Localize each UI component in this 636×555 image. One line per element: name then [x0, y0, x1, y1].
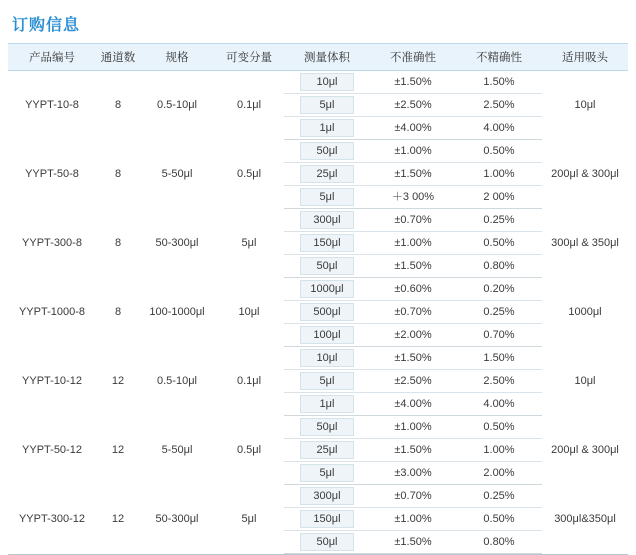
- cell-inaccuracy: [370, 370, 456, 393]
- volume-value: 150μl: [300, 510, 354, 528]
- inaccuracy-value: ±0.60%: [394, 283, 432, 295]
- column-header-increment: 可变分量: [214, 44, 284, 71]
- inaccuracy-value: ±1.00%: [394, 513, 432, 525]
- cell-product-code: YYPT-1000-8: [18, 306, 86, 318]
- cell-range: 100-1000μl: [149, 306, 205, 318]
- cell-imprecision: [456, 255, 542, 278]
- cell-inaccuracy: [370, 209, 456, 232]
- volume-value: 300μl: [300, 487, 354, 505]
- cell-tip: 300μl & 350μl: [551, 237, 619, 249]
- cell-inaccuracy: [370, 278, 456, 301]
- cell-tip: 10μl: [574, 99, 596, 112]
- cell-inaccuracy: [370, 301, 456, 324]
- cell-volume: [284, 508, 370, 531]
- cell-imprecision: [456, 508, 542, 531]
- cell-imprecision: [456, 186, 542, 209]
- header-row: [8, 44, 628, 71]
- imprecision-value: 4.00%: [483, 122, 515, 134]
- table-row: [8, 485, 628, 508]
- imprecision-value: 0.20%: [483, 283, 515, 295]
- cell-range: 50-300μl: [155, 237, 199, 249]
- cell-imprecision: [456, 209, 542, 232]
- inaccuracy-value: ±1.50%: [394, 76, 432, 88]
- cell-imprecision: [456, 439, 542, 462]
- imprecision-value: 2.50%: [483, 375, 515, 387]
- inaccuracy-value: ±1.50%: [394, 536, 432, 548]
- cell-increment: 5μl: [241, 513, 257, 525]
- volume-value: 100μl: [300, 326, 354, 344]
- cell-channels: 12: [111, 513, 125, 525]
- inaccuracy-value: ±3.00%: [394, 467, 432, 479]
- inaccuracy-value: ±0.70%: [394, 490, 432, 502]
- imprecision-value: 0.70%: [483, 329, 515, 341]
- volume-value: 5μl: [300, 188, 354, 206]
- cell-volume: [284, 531, 370, 554]
- cell-volume: [284, 416, 370, 439]
- imprecision-value: 0.50%: [483, 237, 515, 249]
- inaccuracy-value: ±0.70%: [394, 214, 432, 226]
- imprecision-value: 0.25%: [483, 214, 515, 226]
- cell-volume: [284, 163, 370, 186]
- cell-product-code: YYPT-300-12: [18, 513, 86, 525]
- cell-tip: 1000μl: [568, 306, 602, 318]
- inaccuracy-value: ±4.00%: [394, 122, 432, 134]
- cell-imprecision: [456, 462, 542, 485]
- cell-imprecision: [456, 163, 542, 186]
- cell-product-code: YYPT-10-8: [25, 99, 79, 112]
- cell-imprecision: [456, 232, 542, 255]
- cell-volume: [284, 393, 370, 416]
- table-row: [8, 140, 628, 163]
- cell-inaccuracy: [370, 163, 456, 186]
- cell-imprecision: [456, 117, 542, 140]
- imprecision-value: 1.00%: [483, 168, 515, 180]
- cell-volume: [284, 232, 370, 255]
- cell-volume: [284, 140, 370, 163]
- cell-increment: 0.1μl: [236, 375, 262, 387]
- column-header-tip: 适用吸头: [542, 44, 628, 71]
- cell-tip: 300μl&350μl: [554, 513, 616, 525]
- inaccuracy-value: ＋3 00%: [391, 191, 435, 203]
- table-body: [8, 71, 628, 554]
- cell-volume: [284, 117, 370, 140]
- cell-volume: [284, 370, 370, 393]
- volume-value: 50μl: [300, 257, 354, 275]
- volume-value: 1μl: [300, 395, 354, 413]
- cell-tip: 200μl & 300μl: [551, 168, 619, 180]
- table-header: [8, 44, 628, 71]
- cell-range: 50-300μl: [155, 513, 199, 525]
- volume-value: 10μl: [300, 349, 354, 367]
- volume-value: 50μl: [300, 142, 354, 160]
- cell-inaccuracy: [370, 439, 456, 462]
- volume-value: 5μl: [300, 96, 354, 114]
- inaccuracy-value: ±1.50%: [394, 444, 432, 456]
- column-header-range: 规格: [140, 44, 214, 71]
- cell-volume: [284, 462, 370, 485]
- table-row: [8, 278, 628, 301]
- cell-volume: [284, 186, 370, 209]
- inaccuracy-value: ±0.70%: [394, 306, 432, 318]
- cell-inaccuracy: [370, 71, 456, 94]
- cell-imprecision: [456, 140, 542, 163]
- imprecision-value: 0.50%: [483, 513, 515, 525]
- imprecision-value: 1.50%: [483, 76, 515, 88]
- cell-imprecision: [456, 278, 542, 301]
- inaccuracy-value: ±1.50%: [394, 168, 432, 180]
- cell-imprecision: [456, 370, 542, 393]
- table-row: [8, 71, 628, 94]
- column-header-volume: 测量体积: [284, 44, 370, 71]
- cell-imprecision: [456, 393, 542, 416]
- imprecision-value: 0.80%: [483, 260, 515, 272]
- cell-product-code: YYPT-10-12: [22, 375, 82, 387]
- cell-volume: [284, 94, 370, 117]
- cell-volume: [284, 485, 370, 508]
- imprecision-value: 4.00%: [483, 398, 515, 410]
- cell-range: 0.5-10μl: [157, 375, 197, 387]
- cell-inaccuracy: [370, 508, 456, 531]
- table-row: [8, 416, 628, 439]
- cell-imprecision: [456, 347, 542, 370]
- cell-product-code: YYPT-50-12: [22, 444, 82, 456]
- imprecision-value: 0.50%: [483, 421, 515, 433]
- cell-channels: 8: [114, 237, 122, 249]
- imprecision-value: 2 00%: [483, 191, 515, 203]
- imprecision-value: 0.25%: [483, 306, 515, 318]
- cell-inaccuracy: [370, 462, 456, 485]
- inaccuracy-value: ±1.00%: [394, 421, 432, 433]
- page-title: 订购信息: [12, 17, 81, 34]
- cell-inaccuracy: [370, 416, 456, 439]
- volume-value: 1μl: [300, 119, 354, 137]
- ordering-information-table: [8, 43, 628, 554]
- volume-value: 5μl: [300, 464, 354, 482]
- cell-imprecision: [456, 531, 542, 554]
- volume-value: 50μl: [300, 418, 354, 436]
- cell-tip: 200μl & 300μl: [551, 444, 619, 456]
- cell-imprecision: [456, 301, 542, 324]
- imprecision-value: 0.80%: [483, 536, 515, 548]
- imprecision-value: 1.50%: [483, 352, 515, 364]
- inaccuracy-value: ±2.50%: [394, 99, 432, 111]
- cell-channels: 12: [111, 375, 125, 387]
- cell-imprecision: [456, 324, 542, 347]
- cell-product-code: YYPT-300-8: [22, 237, 82, 249]
- cell-imprecision: [456, 416, 542, 439]
- imprecision-value: 0.25%: [483, 490, 515, 502]
- volume-value: 5μl: [300, 372, 354, 390]
- cell-increment: 0.5μl: [236, 168, 262, 180]
- volume-value: 1000μl: [300, 280, 354, 298]
- cell-volume: [284, 255, 370, 278]
- cell-increment: 5μl: [241, 237, 257, 249]
- column-header-product-code: 产品编号: [8, 44, 96, 71]
- inaccuracy-value: ±1.00%: [394, 145, 432, 157]
- cell-volume: [284, 324, 370, 347]
- volume-value: 300μl: [300, 211, 354, 229]
- cell-imprecision: [456, 71, 542, 94]
- cell-channels: 8: [114, 99, 122, 112]
- cell-inaccuracy: [370, 140, 456, 163]
- cell-inaccuracy: [370, 393, 456, 416]
- volume-value: 25μl: [300, 441, 354, 459]
- inaccuracy-value: ±4.00%: [394, 398, 432, 410]
- volume-value: 25μl: [300, 165, 354, 183]
- cell-inaccuracy: [370, 347, 456, 370]
- inaccuracy-value: ±1.50%: [394, 352, 432, 364]
- cell-range: 5-50μl: [161, 168, 193, 180]
- cell-imprecision: [456, 485, 542, 508]
- inaccuracy-value: ±2.00%: [394, 329, 432, 341]
- cell-inaccuracy: [370, 531, 456, 554]
- cell-channels: 12: [111, 444, 125, 456]
- cell-inaccuracy: [370, 324, 456, 347]
- cell-inaccuracy: [370, 94, 456, 117]
- column-header-imprecision: 不精确性: [456, 44, 542, 71]
- volume-value: 10μl: [300, 73, 354, 91]
- cell-imprecision: [456, 94, 542, 117]
- cell-volume: [284, 71, 370, 94]
- imprecision-value: 2.50%: [483, 99, 515, 111]
- cell-product-code: YYPT-50-8: [25, 168, 79, 180]
- cell-channels: 8: [114, 306, 122, 318]
- cell-volume: [284, 301, 370, 324]
- cell-tip: 10μl: [574, 375, 596, 387]
- cell-volume: [284, 278, 370, 301]
- cell-range: 0.5-10μl: [157, 99, 197, 112]
- cell-increment: 0.1μl: [236, 99, 262, 112]
- cell-inaccuracy: [370, 485, 456, 508]
- volume-value: 500μl: [300, 303, 354, 321]
- cell-volume: [284, 209, 370, 232]
- inaccuracy-value: ±1.50%: [394, 260, 432, 272]
- table-row: [8, 209, 628, 232]
- cell-increment: 10μl: [238, 306, 260, 318]
- volume-value: 150μl: [300, 234, 354, 252]
- cell-channels: 8: [114, 168, 122, 180]
- cell-inaccuracy: [370, 255, 456, 278]
- imprecision-value: 2.00%: [483, 467, 515, 479]
- cell-increment: 0.5μl: [236, 444, 262, 456]
- table-row: [8, 347, 628, 370]
- cell-range: 5-50μl: [161, 444, 193, 456]
- column-header-inaccuracy: 不准确性: [370, 44, 456, 71]
- inaccuracy-value: ±2.50%: [394, 375, 432, 387]
- volume-value: 50μl: [300, 533, 354, 551]
- imprecision-value: 0.50%: [483, 145, 515, 157]
- imprecision-value: 1.00%: [483, 444, 515, 456]
- cell-inaccuracy: [370, 117, 456, 140]
- inaccuracy-value: ±1.00%: [394, 237, 432, 249]
- cell-inaccuracy: [370, 186, 456, 209]
- cell-volume: [284, 347, 370, 370]
- column-header-channels: 通道数: [96, 44, 140, 71]
- cell-volume: [284, 439, 370, 462]
- cell-inaccuracy: [370, 232, 456, 255]
